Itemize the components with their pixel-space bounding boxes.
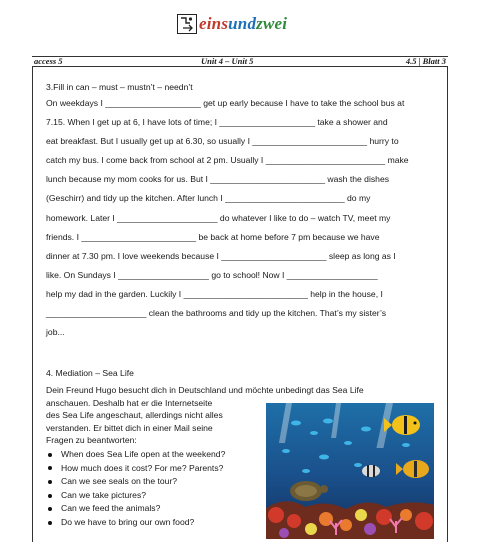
worksheet-header — [34, 56, 446, 66]
bullet-icon — [48, 453, 52, 457]
header-sheet-number: 4.5 | Blatt 3 — [405, 56, 446, 66]
question-item — [46, 475, 225, 489]
exercise4-intro-line: verstanden. Er bittet dich in einer Mail seine — [46, 422, 213, 433]
header-course: access 5 — [34, 56, 63, 66]
question-item — [46, 516, 225, 530]
logo-text — [199, 14, 287, 34]
exercise3-line: homework. Later I _____________________ do whatever I like to do – watch TV, meet my — [46, 212, 391, 223]
exercise3-line: like. On Sundays I ___________________ go to school! Now I ___________________ — [46, 269, 378, 280]
exercise3-line: (Geschirr) and tidy up the kitchen. After lunch I _________________________ do my — [46, 193, 371, 204]
exercise3-title: 3.Fill in can – must – mustn’t – needn’t — [46, 82, 193, 92]
exercise4-intro-line: anschauen. Deshalb hat er die Internetseite — [46, 397, 213, 408]
exercise3-line: lunch because my mom cooks for us. But I ________________________ wash the dishes — [46, 174, 390, 185]
question-text: Can we take pictures? — [61, 489, 147, 500]
question-text: How much does it cost? For me? Parents? — [61, 462, 224, 473]
logo-icon — [177, 14, 197, 34]
exercise3-line: eat breakfast. But I usually get up at 6.30, so usually I ________________________ hurry to — [46, 136, 399, 147]
question-text: When does Sea Life open at the weekend? — [61, 449, 226, 459]
question-item — [46, 462, 225, 476]
logo — [177, 14, 287, 34]
coral-reef-image — [266, 403, 434, 539]
exercise3-line: 7.15. When I get up at 6, I have lots of time; I ____________________ take a shower and — [46, 117, 388, 128]
exercise3-line: _____________________ clean the bathrooms and tidy up the kitchen. That’s my sister’s — [46, 308, 387, 319]
question-text: Can we feed the animals? — [61, 503, 161, 514]
question-item — [46, 489, 225, 503]
exercise3-line: catch my bus. I come back from school at 2 pm. Usually I _________________________ make — [46, 155, 409, 166]
question-item — [46, 502, 225, 516]
bullet-icon — [48, 466, 52, 470]
exercise3-text — [46, 94, 446, 342]
logo-text-zwei: zwei — [256, 14, 288, 33]
exercise3-line: dinner at 7.30 pm. I love weekends because I ______________________ sleep as long as I — [46, 250, 396, 261]
bullet-icon — [48, 480, 52, 484]
bullet-icon — [48, 521, 52, 525]
exercise3-line: On weekdays I ____________________ get up early because I have to take the school bus at — [46, 98, 405, 108]
exercise4-intro-line: Fragen zu beantworten: — [46, 435, 137, 446]
exercise3-line: help my dad in the garden. Luckily I __________________________ help in the house, I — [46, 288, 383, 299]
exercise4-intro-line: des Sea Life angeschaut, allerdings nicht alles — [46, 410, 223, 421]
exercise3-line: job... — [46, 327, 65, 338]
bullet-icon — [48, 494, 52, 498]
exercise3-line: friends. I ________________________ be back at home before 7 pm because we have — [46, 231, 380, 242]
exercise4-intro-line: Dein Freund Hugo besucht dich in Deutschland und möchte unbedingt das Sea Life — [46, 385, 364, 395]
logo-text-eins: eins — [199, 14, 229, 33]
exercise4-title: 4. Mediation – Sea Life — [46, 368, 134, 378]
header-unit: Unit 4 – Unit 5 — [201, 56, 254, 66]
bullet-icon — [48, 507, 52, 511]
question-text: Do we have to bring our own food? — [61, 516, 195, 527]
question-list — [46, 448, 225, 530]
logo-text-und: und — [228, 14, 257, 33]
question-item — [46, 448, 225, 462]
question-text: Can we see seals on the tour? — [61, 476, 178, 487]
